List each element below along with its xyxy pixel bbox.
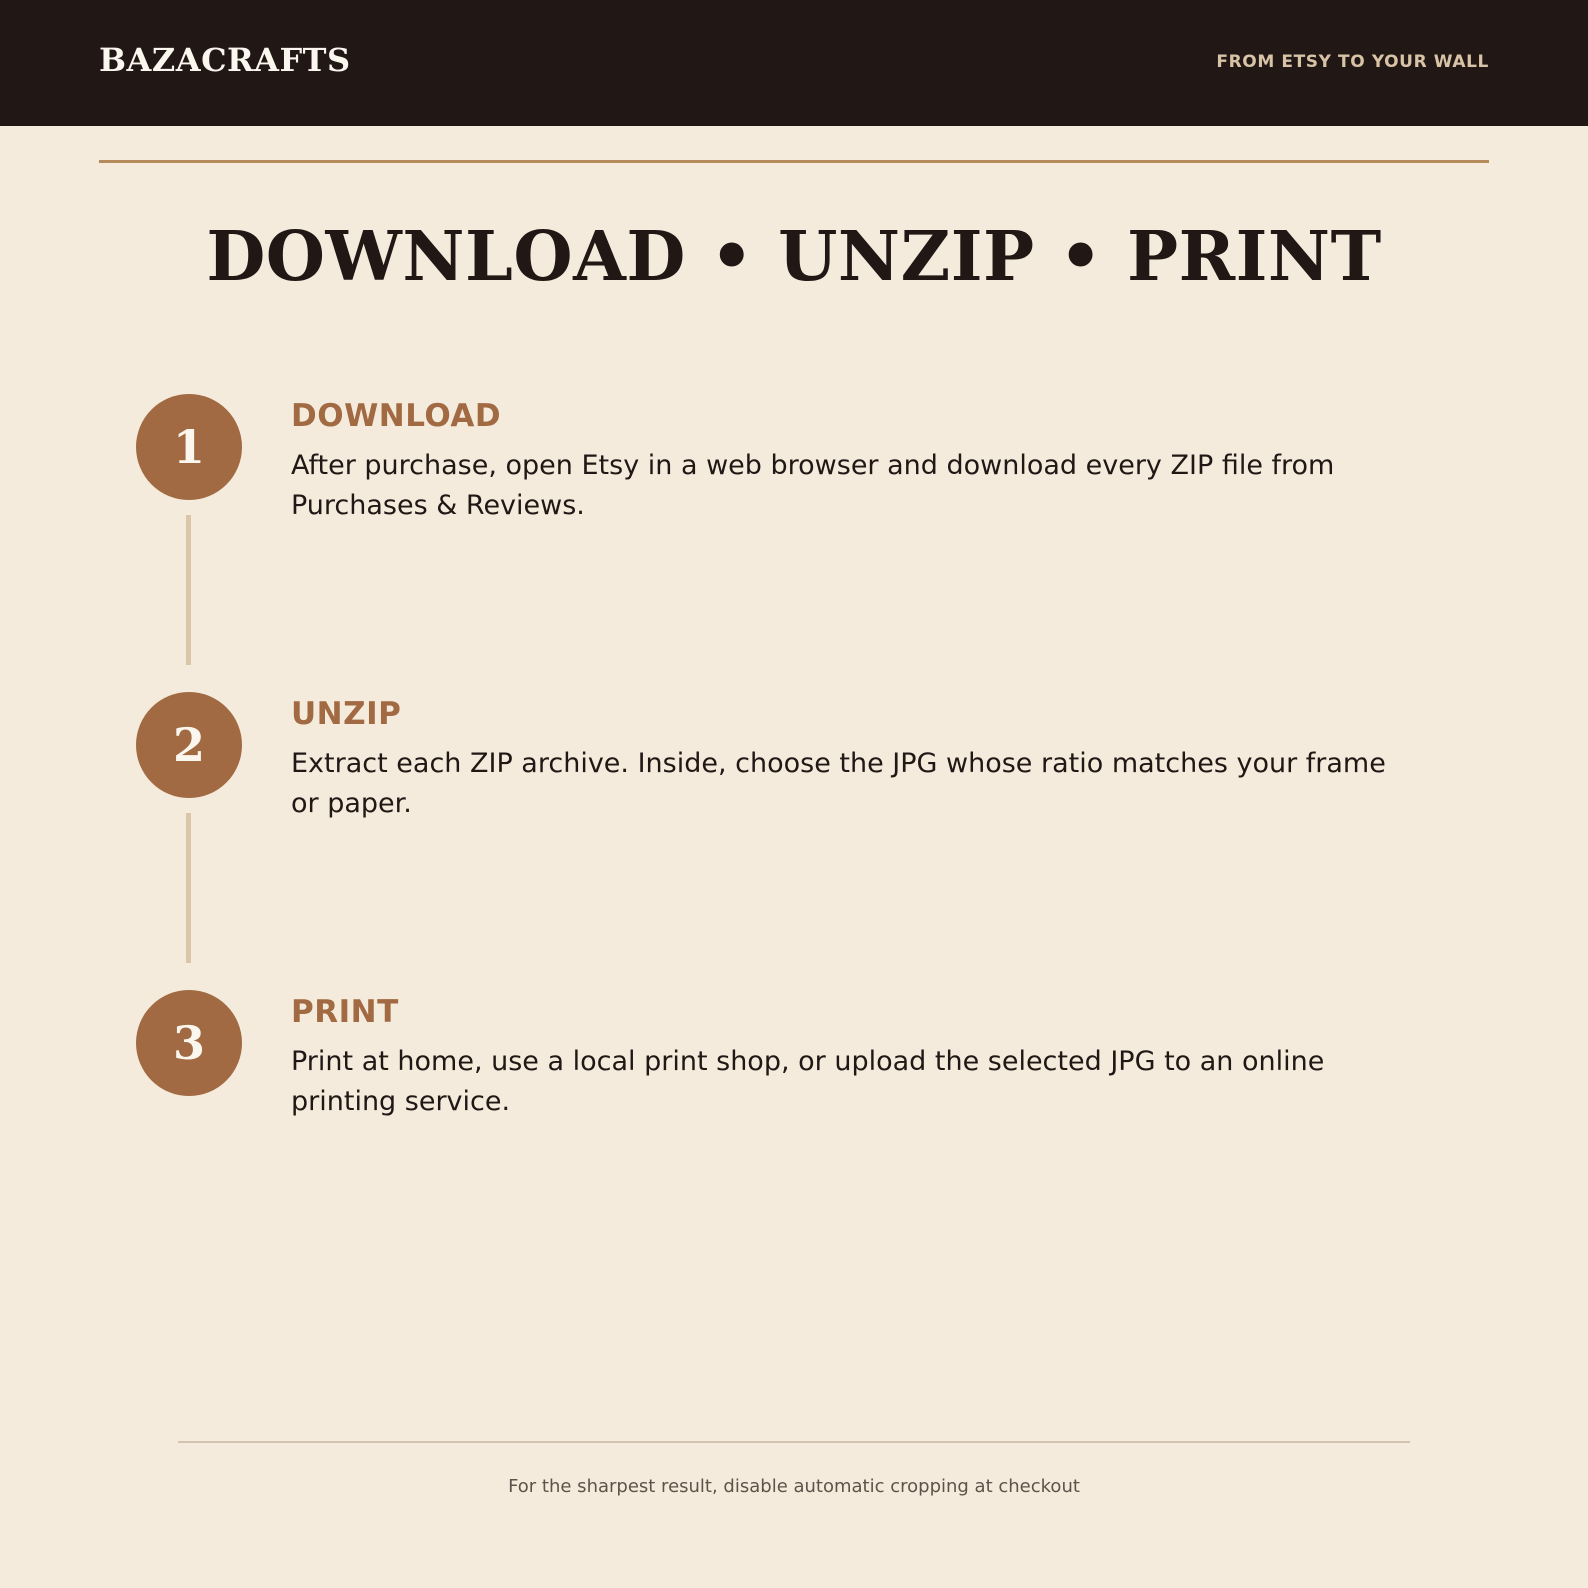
step-connector-1-2 [186, 515, 191, 665]
step-number-badge: 3 [136, 990, 242, 1096]
step-download [0, 394, 1588, 534]
step-number-badge: 1 [136, 394, 242, 500]
step-unzip [0, 692, 1588, 832]
footer-note: For the sharpest result, disable automatic cropping at checkout [508, 1476, 1080, 1497]
step-title: PRINT [291, 994, 399, 1030]
brand-logo: BAZACRAFTS [99, 41, 351, 79]
step-description: Print at home, use a local print shop, or upload the selected JPG to an online printing service. [291, 1046, 1325, 1117]
header-bar [0, 0, 1588, 126]
step-title: DOWNLOAD [291, 398, 502, 434]
step-connector-2-3 [186, 813, 191, 963]
step-description: Extract each ZIP archive. Inside, choose the JPG whose ratio matches your frame or paper. [291, 748, 1386, 819]
footer-divider [178, 1441, 1410, 1443]
page-title: DOWNLOAD • UNZIP • PRINT [206, 217, 1382, 297]
step-number-badge: 2 [136, 692, 242, 798]
header-tagline: FROM ETSY TO YOUR WALL [1216, 52, 1489, 72]
step-title: UNZIP [291, 696, 402, 732]
step-description: After purchase, open Etsy in a web browser and download every ZIP file from Purchases & Reviews. [291, 450, 1335, 521]
top-divider [99, 160, 1489, 163]
step-print [0, 990, 1588, 1130]
